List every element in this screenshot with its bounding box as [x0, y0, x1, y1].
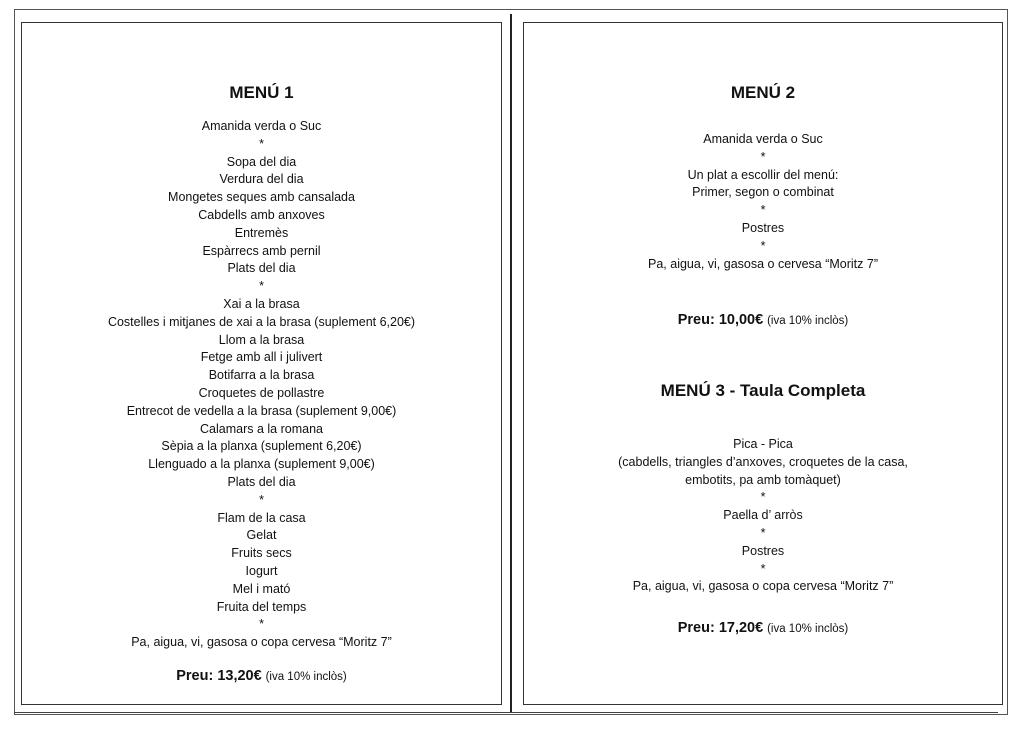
menu-2-title: MENÚ 2	[730, 83, 796, 102]
menu-1-item: Llom a la brasa	[218, 332, 305, 347]
menu-1-price-label: Preu: 13,20€	[176, 668, 262, 684]
menu-3-separator: *	[760, 525, 766, 540]
menu-1-item: Fruits secs	[231, 546, 292, 561]
menu-2-3-panel	[523, 22, 1003, 705]
center-divider	[510, 14, 512, 712]
menu-3-item: Postres	[741, 543, 785, 558]
menu-3-price-label: Preu: 17,20€	[677, 620, 764, 636]
menu-1-title: MENÚ 1	[229, 83, 294, 102]
menu-2-item: Amanida verda o Suc	[703, 132, 823, 146]
menu-1-items	[22, 118, 501, 652]
menu-1-item: Costelles i mitjanes de xai a la brasa (suplement 6,20€)	[107, 314, 416, 329]
menu-2-separator: *	[760, 203, 766, 218]
menu-1-item: Gelat	[246, 528, 277, 543]
menu-1-item: Espàrrecs amb pernil	[202, 243, 321, 258]
menu-3-item: (cabdells, triangles d’anxoves, croquetes de la casa,	[618, 454, 908, 469]
menu-3-items	[524, 436, 1002, 596]
menu-1-item: Llenguado a la planxa (suplement 9,00€)	[148, 457, 375, 472]
menu-1-item: Plats del dia	[227, 474, 296, 489]
menu-1-item: Fruita del temps	[216, 599, 307, 614]
menu-2-items	[524, 131, 1002, 273]
menu-2-price	[524, 311, 1002, 328]
menu-2-item: Pa, aigua, vi, gasosa o cervesa “Moritz 7”	[648, 256, 878, 271]
menu-2-item: Postres	[741, 220, 785, 235]
page-bottom-rule	[14, 712, 998, 713]
menu-3-item: Paella d’ arròs	[723, 508, 803, 523]
menu-1-separator: *	[259, 617, 264, 632]
menu-1-item: Fetge amb all i julivert	[200, 350, 323, 365]
menu-1-separator: *	[259, 492, 264, 507]
menu-1-item: Iogurt	[245, 563, 278, 578]
menu-1-item: Sopa del dia	[226, 154, 297, 169]
menu-3-item: embotits, pa amb tomàquet)	[685, 472, 841, 487]
menu-1-item: Cabdells amb anxoves	[198, 207, 325, 222]
menu-3-item: Pica - Pica	[733, 437, 793, 451]
menu-2-separator: *	[760, 238, 766, 253]
menu-2-price-label: Preu: 10,00€	[677, 312, 764, 328]
menu-1-item: Pa, aigua, vi, gasosa o copa cervesa “Moritz 7”	[131, 635, 392, 650]
menu-2-item: Un plat a escollir del menú:	[687, 167, 839, 182]
menu-2-separator: *	[760, 149, 766, 164]
menu-1-item: Mongetes seques amb cansalada	[168, 190, 355, 205]
menu-1-item: Entremès	[234, 225, 289, 240]
menu-3-separator: *	[760, 490, 766, 505]
menu-3-price	[524, 619, 1002, 636]
menu-1-panel	[21, 22, 502, 705]
menu-1-item: Verdura del dia	[219, 172, 304, 187]
menu-1-separator: *	[259, 279, 264, 294]
menu-1-item: Croquetes de pollastre	[198, 385, 325, 400]
menu-1-price	[22, 667, 501, 684]
menu-1-item: Flam de la casa	[217, 510, 306, 525]
menu-2-item: Primer, segon o combinat	[692, 185, 834, 200]
menu-3-separator: *	[760, 561, 766, 576]
menu-1-item: Entrecot de vedella a la brasa (suplement 9,00€)	[126, 403, 397, 418]
menu-1-item: Xai a la brasa	[223, 296, 300, 311]
menu-1-item: Plats del dia	[227, 261, 296, 276]
menu-1-item: Calamars a la romana	[200, 421, 323, 436]
menu-1-item: Mel i mató	[232, 581, 291, 596]
menu-1-item: Botifarra a la brasa	[208, 368, 315, 383]
menu-3-item: Pa, aigua, vi, gasosa o copa cervesa “Moritz 7”	[632, 579, 894, 594]
menu-1-separator: *	[259, 136, 264, 151]
menu-3-title: MENÚ 3 - Taula Completa	[660, 381, 866, 400]
menu-1-item: Sèpia a la planxa (suplement 6,20€)	[161, 439, 362, 454]
menu-1-price-note: (iva 10% inclòs)	[265, 671, 347, 683]
menu-2-price-note: (iva 10% inclòs)	[767, 315, 849, 327]
menu-3-price-note: (iva 10% inclòs)	[767, 623, 849, 635]
menu-1-item: Amanida verda o Suc	[201, 119, 322, 133]
